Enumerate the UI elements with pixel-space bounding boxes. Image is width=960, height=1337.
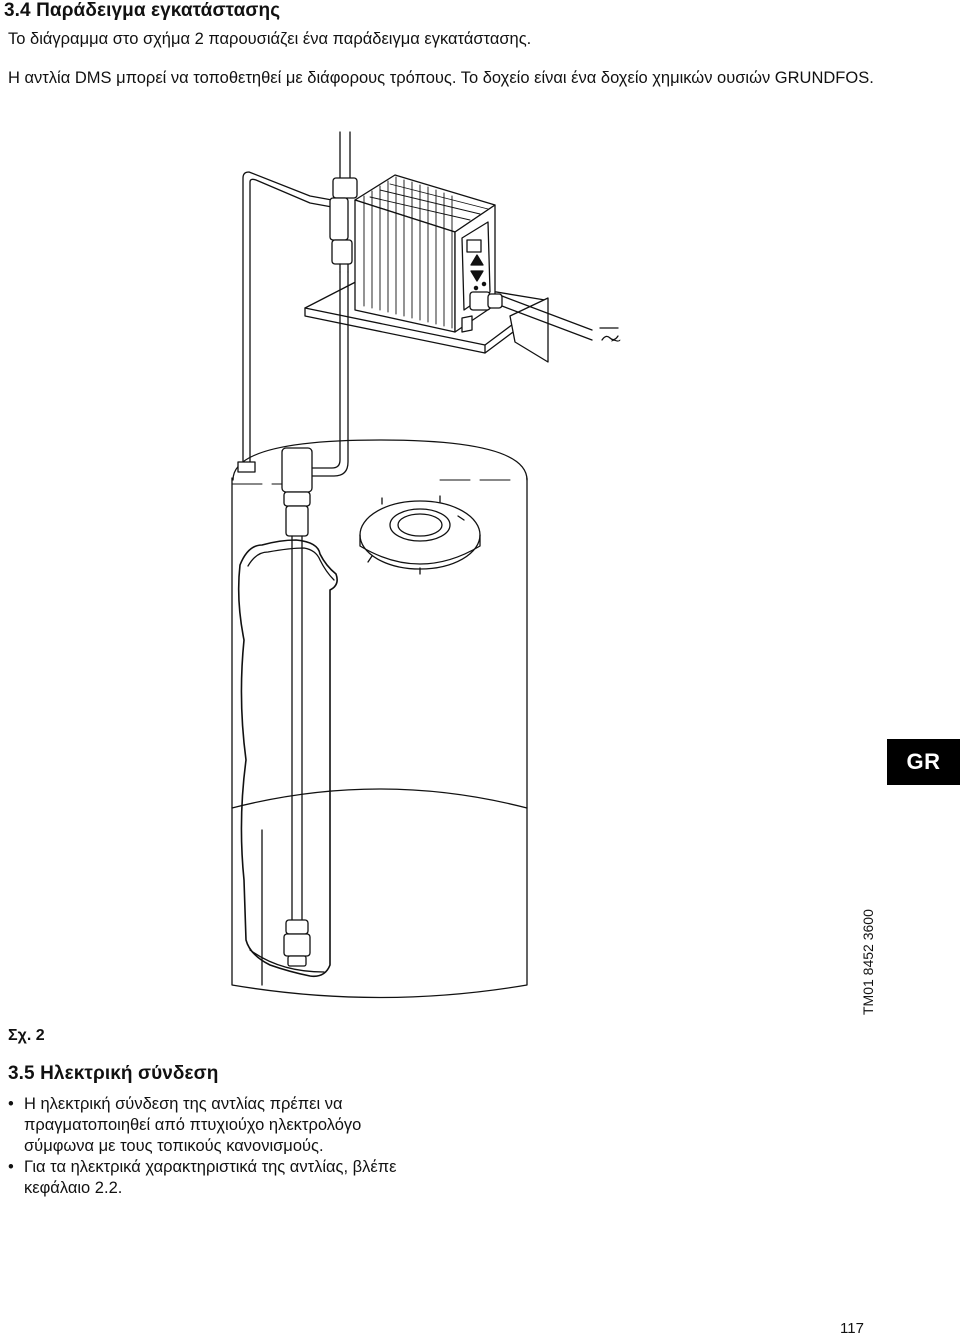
bullet-dot: • [8,1158,14,1176]
bullet-text: Για τα ηλεκτρικά χαρακτηριστικά της αντλίας, βλέπε κεφάλαιο 2.2. [24,1158,397,1197]
bullet-text: Η ηλεκτρική σύνδεση της αντλίας πρέπει να πραγματοποιηθεί από πτυχιούχο ηλεκτρολόγο σύμφωνα με τους τοπικούς κανονισμούς. [24,1095,362,1155]
suction-line-left [243,172,332,462]
installation-diagram [200,125,660,1005]
figure-code: TM01 8452 3600 [860,909,876,1015]
section-title-electrical-connection: 3.5 Ηλεκτρική σύνδεση [8,1063,219,1084]
dosing-head [330,178,357,272]
section-title-installation-example: 3.4 Παράδειγμα εγκατάστασης [4,0,281,21]
intro-paragraph: Το διάγραμμα στο σχήμα 2 παρουσιάζει ένα παράδειγμα εγκατάστασης. [8,30,532,48]
page-number: 117 [840,1320,864,1337]
bullet-item [8,1157,428,1199]
figure-label: Σχ. 2 [8,1027,45,1044]
language-tab: GR [887,739,960,785]
chemical-tank [232,440,527,998]
bullet-item [8,1094,428,1157]
pump-description-paragraph: Η αντλία DMS μπορεί να τοποθετηθεί με διάφορους τρόπους. Το δοχείο είναι ένα δοχείο χημικών ουσιών GRUNDFOS. [8,69,874,87]
discharge-pipe [340,132,350,180]
bullet-dot: • [8,1095,14,1113]
ac-supply-symbol: ∼ [610,332,622,348]
